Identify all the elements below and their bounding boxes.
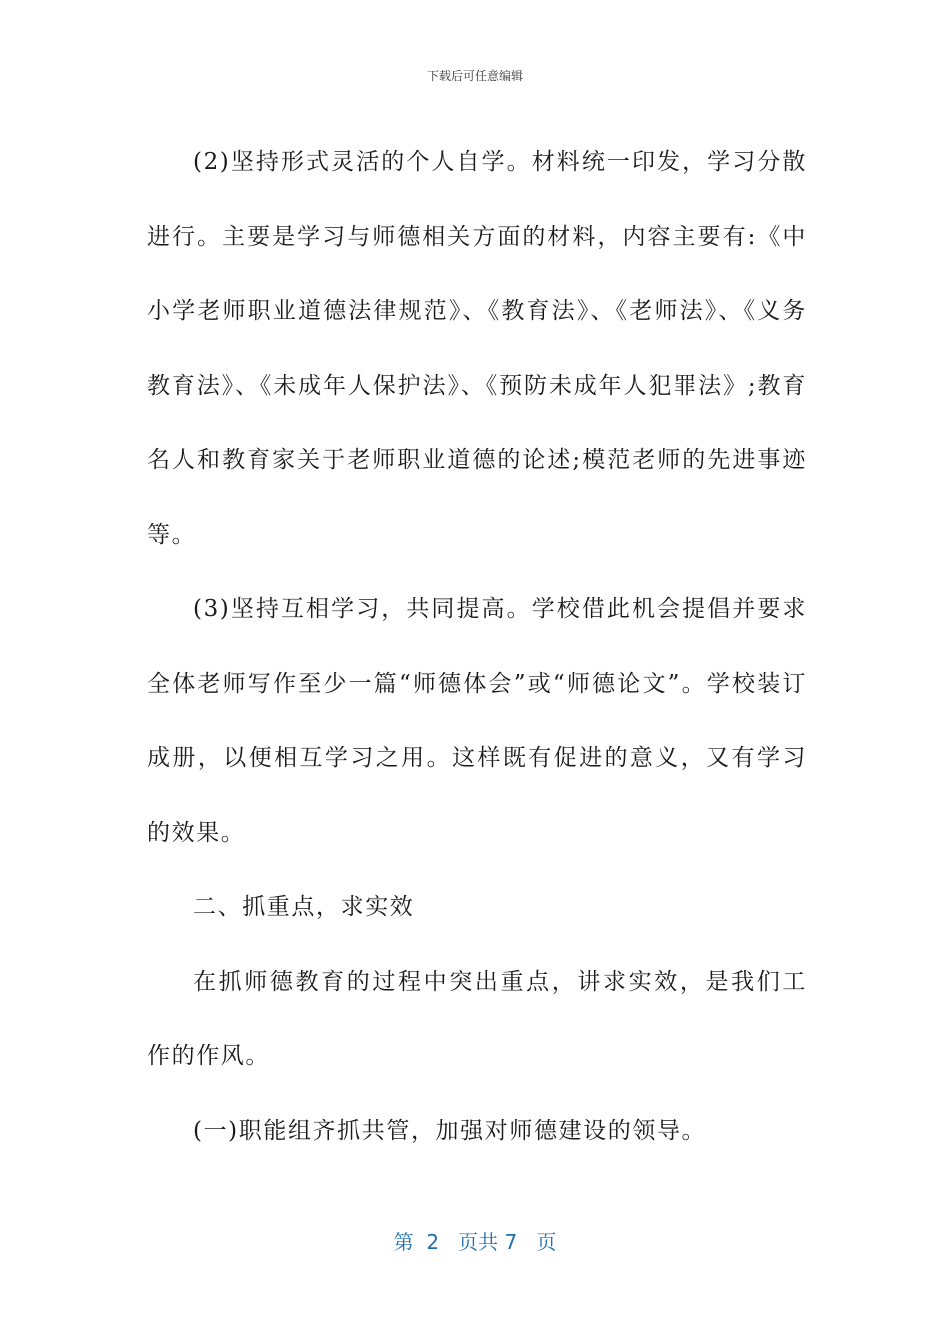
page-footer [0, 1226, 950, 1255]
footer-page-number: 2 [426, 1230, 440, 1254]
page-header: 下载后可任意编辑 [426, 69, 523, 83]
paragraph-work-style: 在抓师德教育的过程中突出重点，讲求实效，是我们工作的作风。 [147, 968, 807, 1069]
paragraph-mutual-learning: (3)坚持互相学习，共同提高。学校借此机会提倡并要求全体老师写作至少一篇“师德体会”或“师德论文”。学校装订成册，以便相互学习之用。这样既有促进的意义，又有学习的效果。 [147, 596, 807, 846]
footer-suffix: 页 [536, 1230, 557, 1254]
paragraph-self-study: (2)坚持形式灵活的个人自学。材料统一印发，学习分散进行。主要是学习与师德相关方面的材料，内容主要有:《中小学老师职业道德法律规范》、《教育法》、《老师法》、《义务教育法》、《未成年人保护法》、《预防未成年人犯罪法》;教育名人和教育家关于老师职业道德的论述;模范老师的先进事迹等。 [147, 149, 807, 548]
paragraph-leadership: (一)职能组齐抓共管，加强对师德建设的领导。 [193, 1117, 707, 1144]
document-body [147, 125, 807, 1168]
footer-total-pages: 7 [504, 1230, 518, 1254]
footer-prefix: 第 [393, 1230, 414, 1254]
section-heading: 二、抓重点，求实效 [193, 894, 415, 920]
footer-middle: 页共 [458, 1230, 499, 1254]
